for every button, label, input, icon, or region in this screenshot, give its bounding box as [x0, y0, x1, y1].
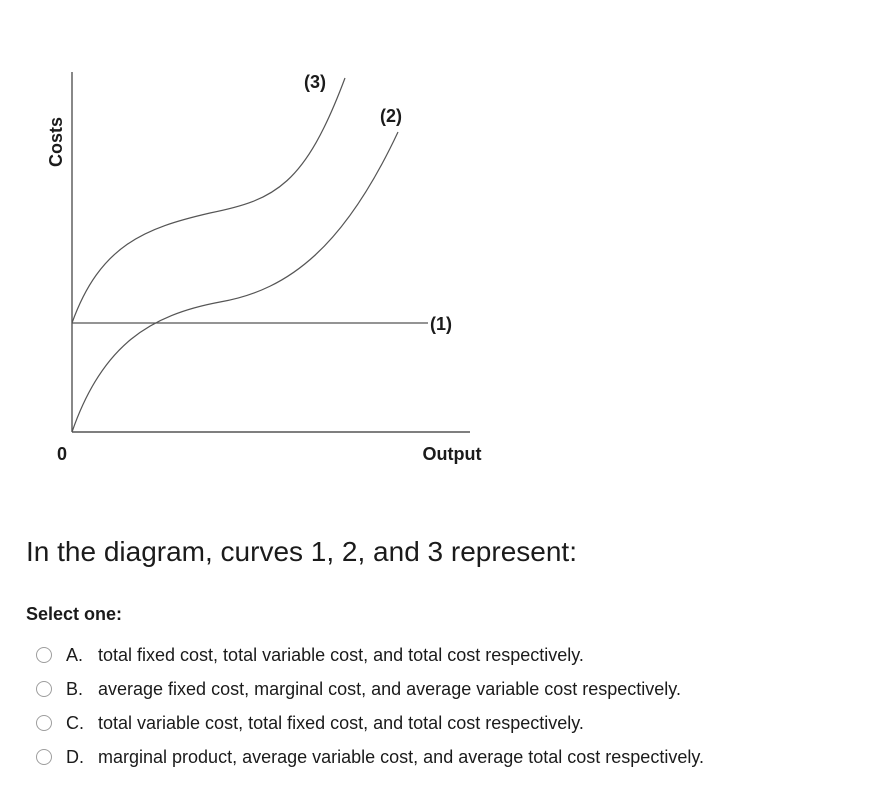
x-axis-label: Output [422, 444, 482, 464]
origin-label: 0 [56, 444, 68, 464]
option-b-radio[interactable] [36, 681, 52, 697]
curve-2-label: (2) [380, 106, 402, 126]
option-c-letter: C. [66, 712, 84, 733]
option-a-text: total fixed cost, total variable cost, and total cost respectively. [98, 644, 584, 665]
option-d-text: marginal product, average variable cost, and average total cost respectively. [98, 746, 704, 767]
question-text: In the diagram, curves 1, 2, and 3 represent: [26, 536, 577, 567]
curve-3-label: (3) [304, 72, 326, 92]
answer-options [36, 638, 704, 774]
option-c-radio[interactable] [36, 715, 52, 731]
curve-3 [72, 78, 345, 323]
y-axis-label: Costs [46, 116, 66, 168]
option-a-letter: A. [66, 644, 84, 665]
curve-2 [72, 132, 398, 432]
option-a-radio[interactable] [36, 647, 52, 663]
option-b-text: average fixed cost, marginal cost, and average variable cost respectively. [98, 678, 681, 699]
option-b[interactable] [36, 672, 704, 706]
curve-1-label: (1) [430, 314, 452, 334]
option-d-radio[interactable] [36, 749, 52, 765]
option-c[interactable] [36, 706, 704, 740]
select-one-label: Select one: [26, 604, 123, 624]
option-d-letter: D. [66, 746, 84, 767]
option-a[interactable] [36, 638, 704, 672]
option-c-text: total variable cost, total fixed cost, and total cost respectively. [98, 712, 584, 733]
option-d[interactable] [36, 740, 704, 774]
option-b-letter: B. [66, 678, 84, 699]
